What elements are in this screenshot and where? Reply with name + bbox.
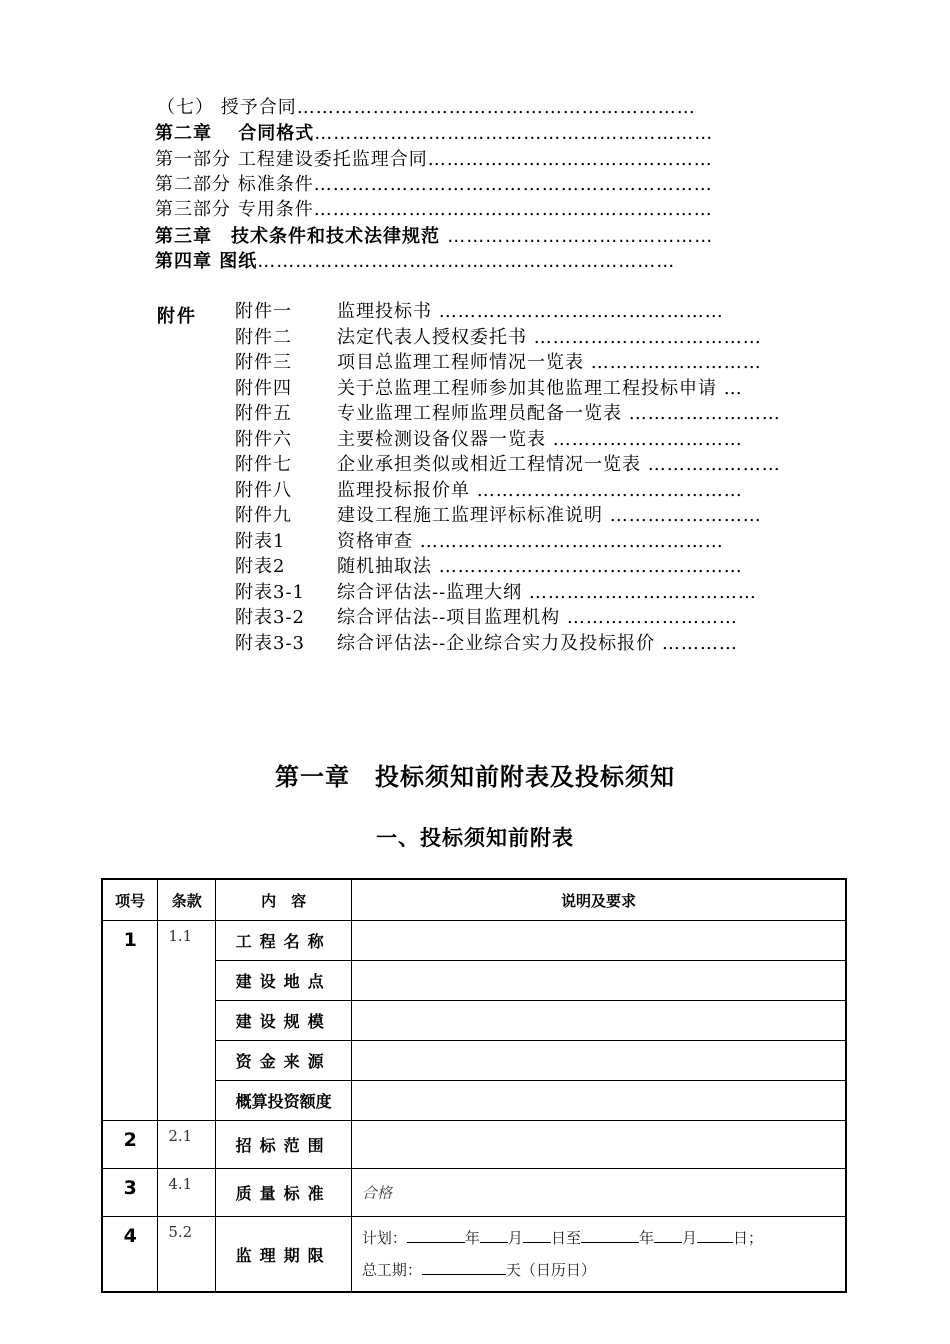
row-content: 概算投资额度 (216, 1081, 352, 1121)
row-num: 3 (102, 1169, 158, 1217)
toc-text: 第四章 图纸 (155, 251, 258, 272)
attachment-id: 附件五 (235, 403, 292, 424)
attachment-id: 附件三 (235, 352, 292, 373)
blank-field[interactable] (697, 1228, 733, 1243)
total-suffix: 天（日历日） (505, 1261, 596, 1279)
attachment-title: 监理投标书 (337, 301, 439, 322)
toc-dots: …………………………………… (447, 226, 714, 247)
toc-text: 第一部分 工程建设委托监理合同 (155, 149, 428, 170)
toc-line-4[interactable] (155, 173, 713, 197)
attachment-id: 附表1 (235, 531, 286, 552)
attachment-dots: …………………… (609, 505, 762, 526)
attachment-id: 附件七 (235, 454, 292, 475)
attachment-title: 专业监理工程师监理员配备一览表 (337, 403, 629, 424)
toc-text: （七） 授予合同 (157, 97, 297, 118)
attachment-title: 随机抽取法 (337, 556, 439, 577)
attachment-row[interactable] (235, 428, 743, 452)
attachment-dots: ………………… (647, 454, 781, 475)
row-desc-field[interactable] (351, 1081, 846, 1121)
table-header-row (102, 879, 846, 921)
toc-line-3[interactable] (155, 148, 713, 172)
attachment-id: 附件二 (235, 327, 292, 348)
header-num: 项号 (102, 879, 158, 921)
blank-field[interactable] (480, 1228, 508, 1243)
attachment-row[interactable] (235, 300, 724, 324)
attachment-dots: ……………………………………… (438, 301, 724, 322)
row-content: 建设规模 (216, 1001, 352, 1041)
attachment-dots: ………………………………………… (438, 556, 743, 577)
attachment-id: 附件四 (235, 378, 292, 399)
toc-text: 第二章 合同格式 (155, 123, 315, 144)
row-desc-field[interactable] (351, 1169, 846, 1217)
blank-field[interactable] (581, 1228, 639, 1243)
attachment-row[interactable] (235, 632, 738, 656)
section-title: 一、投标须知前附表 (376, 826, 574, 850)
toc-line-1[interactable] (157, 96, 696, 120)
toc-text: 第二部分 标准条件 (155, 174, 314, 195)
attachment-dots: ………… (661, 633, 738, 654)
row-content: 资金来源 (216, 1041, 352, 1081)
row-desc-field[interactable] (351, 1217, 846, 1293)
row-content: 监理期限 (216, 1217, 352, 1293)
row-num: 4 (102, 1217, 158, 1293)
attachment-id: 附表3-1 (235, 582, 305, 603)
attachment-id: 附件八 (235, 480, 292, 501)
month-label: 月 (507, 1229, 523, 1247)
attachment-dots: ……………………… (566, 607, 738, 628)
row-desc-field[interactable] (351, 961, 846, 1001)
attachment-row[interactable] (235, 606, 738, 630)
attachment-id: 附表3-2 (235, 607, 305, 628)
row-clause: 5.2 (158, 1217, 216, 1293)
toc-line-5[interactable] (155, 198, 713, 222)
attachment-id: 附表3-3 (235, 633, 305, 654)
header-content: 内 容 (216, 879, 352, 921)
attachment-title: 综合评估法--监理大纲 (337, 582, 529, 603)
row-desc-field[interactable] (351, 1121, 846, 1169)
attachment-row[interactable] (235, 377, 743, 401)
toc-dots: ……………………………………………………… (296, 97, 696, 118)
pre-bid-table (101, 878, 847, 1293)
toc-dots: ……………………………………………………… (313, 174, 713, 195)
attachment-title: 综合评估法--项目监理机构 (337, 607, 567, 628)
row-clause: 2.1 (158, 1121, 216, 1169)
chapter-title: 第一章 投标须知前附表及投标须知 (275, 763, 675, 791)
attachment-row[interactable] (235, 555, 743, 579)
plan-label: 计划： (361, 1229, 407, 1247)
toc-text: 第三章 技术条件和技术法律规范 (155, 226, 448, 247)
header-clause: 条款 (158, 879, 216, 921)
table-row (102, 1121, 846, 1169)
row-num: 2 (102, 1121, 158, 1169)
table-row (102, 1217, 846, 1293)
attachment-title: 建设工程施工监理评标标准说明 (337, 505, 610, 526)
blank-field[interactable] (523, 1228, 551, 1243)
toc-dots: ………………………………………………………… (257, 251, 676, 272)
blank-field[interactable] (407, 1228, 465, 1243)
plan-line (362, 1222, 845, 1254)
total-label: 总工期： (361, 1261, 422, 1279)
attachment-dots: ……………………………… (528, 582, 757, 603)
toc-dots: ……………………………………………………… (314, 123, 714, 144)
row-content: 建设地点 (216, 961, 352, 1001)
attachment-row[interactable] (235, 326, 762, 350)
attachment-row[interactable] (235, 504, 762, 528)
attachment-dots: …………………………………… (476, 480, 743, 501)
toc-dots: ……………………………………………………… (313, 199, 713, 220)
attachment-title: 关于总监理工程师参加其他监理工程投标申请 (337, 378, 724, 399)
attachment-dots: ………………………………………… (419, 531, 724, 552)
row-desc-field[interactable] (351, 921, 846, 961)
toc-line-7[interactable] (155, 250, 675, 274)
attachment-title: 企业承担类似或相近工程情况一览表 (337, 454, 648, 475)
attachment-row[interactable] (235, 479, 743, 503)
year-label: 年 (464, 1229, 480, 1247)
header-desc: 说明及要求 (351, 879, 846, 921)
attachment-title: 综合评估法--企业综合实力及投标报价 (337, 633, 662, 654)
day-label: 日至 (550, 1229, 581, 1247)
month-label: 月 (681, 1229, 697, 1247)
attachment-title: 监理投标报价单 (337, 480, 477, 501)
year-label: 年 (638, 1229, 654, 1247)
toc-text: 第三部分 专用条件 (155, 199, 314, 220)
blank-field[interactable] (654, 1228, 682, 1243)
row-content: 招标范围 (216, 1121, 352, 1169)
row-num: 1 (102, 921, 158, 1121)
row-clause: 1.1 (158, 921, 216, 1121)
attachment-title: 主要检测设备仪器一览表 (337, 429, 553, 450)
row-desc-field[interactable] (351, 1001, 846, 1041)
attachment-id: 附件九 (235, 505, 292, 526)
attachment-dots: ………………………… (552, 429, 743, 450)
attachment-row[interactable] (235, 402, 781, 426)
attachment-id: 附表2 (235, 556, 286, 577)
attachment-dots: …………………… (628, 403, 781, 424)
row-clause: 4.1 (158, 1169, 216, 1217)
toc-line-2[interactable] (155, 122, 713, 146)
attachment-title: 法定代表人授权委托书 (337, 327, 534, 348)
attachment-row[interactable] (235, 530, 724, 554)
attachment-row[interactable] (235, 453, 781, 477)
attachment-title: 资格审查 (337, 531, 420, 552)
day-label: 日； (732, 1229, 763, 1247)
row-content: 质量标准 (216, 1169, 352, 1217)
row-content: 工程名称 (216, 921, 352, 961)
quality-value: 合格 (361, 1184, 392, 1202)
attachment-row[interactable] (235, 581, 757, 605)
attachment-row[interactable] (235, 351, 762, 375)
attachment-dots: … (723, 378, 743, 399)
blank-field[interactable] (422, 1260, 506, 1275)
attachment-dots: ……………………………… (533, 327, 762, 348)
attachment-id: 附件六 (235, 429, 292, 450)
attachments-label: 附件 (157, 306, 197, 327)
toc-line-6[interactable] (155, 225, 713, 249)
table-row (102, 921, 846, 961)
attachment-id: 附件一 (235, 301, 292, 322)
row-desc-field[interactable] (351, 1041, 846, 1081)
attachment-dots: ……………………… (590, 352, 762, 373)
toc-dots: ……………………………………… (427, 149, 713, 170)
total-line (362, 1254, 845, 1286)
table-row (102, 1169, 846, 1217)
attachment-title: 项目总监理工程师情况一览表 (337, 352, 591, 373)
